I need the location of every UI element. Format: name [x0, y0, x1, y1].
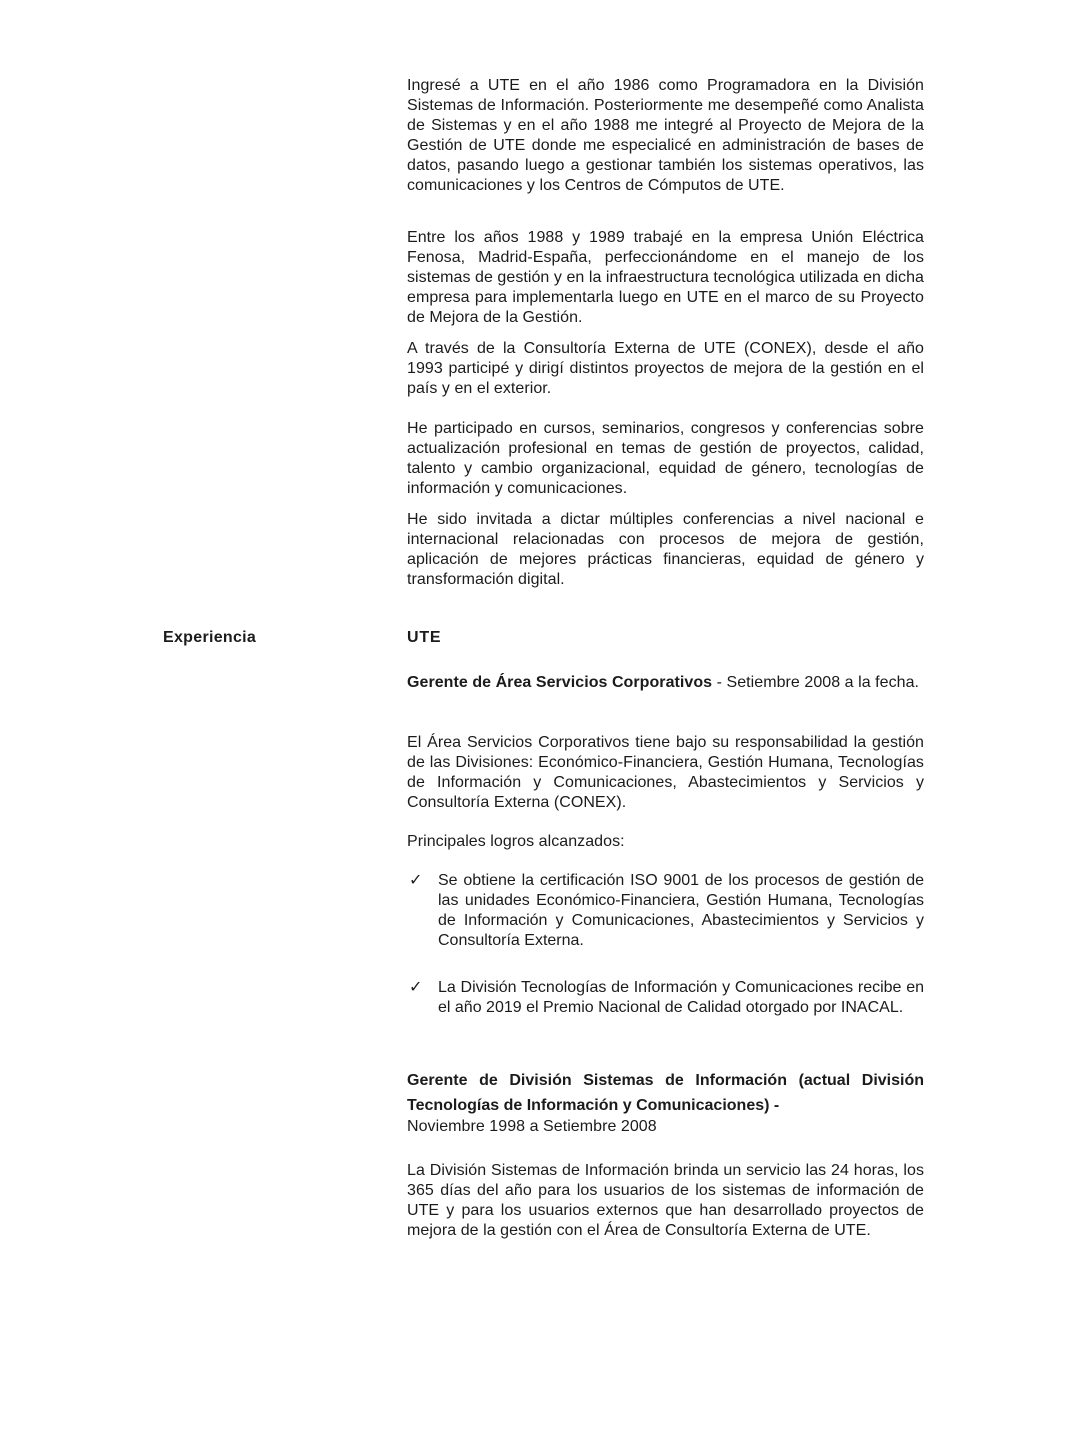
intro-paragraph-4: He participado en cursos, seminarios, congresos y conferencias sobre actualización profesional en temas de gestión de proyectos, calidad, talento y cambio organizacional, equidad de género, tecnologías de información y comunicaciones.: [407, 420, 924, 497]
check-icon: ✓: [409, 872, 423, 889]
job2-period: Noviembre 1998 a Setiembre 2008: [407, 1118, 657, 1135]
achievement-text: Se obtiene la certificación ISO 9001 de los procesos de gestión de las unidades Económico-Financiera, Gestión Humana, Tecnologías de Información y Comunicaciones, Abastecimientos y Servicios y Consultoría Externa.: [438, 872, 924, 949]
intro-paragraph-5: He sido invitada a dictar múltiples conferencias a nivel nacional e internacional relacionadas con procesos de mejora de gestión, aplicación de mejores prácticas financieras, equidad de género y transformación digital.: [407, 511, 924, 588]
intro-paragraph-3: A través de la Consultoría Externa de UTE (CONEX), desde el año 1993 participé y dirigí distintos proyectos de mejora de la gestión en el país y en el exterior.: [407, 340, 924, 397]
check-icon: ✓: [409, 979, 423, 996]
company-name: UTE: [407, 629, 442, 646]
job1-title: Gerente de Área Servicios Corporativos: [407, 674, 713, 691]
job2-description: La División Sistemas de Información brinda un servicio las 24 horas, los 365 días del año para los usuarios de los sistemas de información de UTE y para los usuarios externos que han desarrollado proyectos de mejora de la gestión con el Área de Consultoría Externa de UTE.: [407, 1162, 924, 1239]
job1-heading: [407, 673, 924, 693]
job1-period: - Setiembre 2008 a la fecha.: [712, 674, 920, 691]
achievement-text: La División Tecnologías de Información y Comunicaciones recibe en el año 2019 el Premio Nacional de Calidad otorgado por INACAL.: [438, 979, 924, 1016]
job1-description: El Área Servicios Corporativos tiene bajo su responsabilidad la gestión de las Divisiones: Económico-Financiera, Gestión Humana, Tecnologías de Información y Comunicaciones, Abastecimientos y Servicios y Consultoría Externa (CONEX).: [407, 734, 924, 811]
job1-achievements-label: Principales logros alcanzados:: [407, 833, 625, 850]
job2-title: Gerente de División Sistemas de Información (actual División Tecnologías de Información y Comunicaciones) -: [407, 1072, 924, 1114]
intro-paragraph-2: Entre los años 1988 y 1989 trabajé en la empresa Unión Eléctrica Fenosa, Madrid-España, perfeccionándome en el manejo de los sistemas de gestión y en la infraestructura tecnológica utilizada en dicha empresa para implementarla luego en UTE en el marco de su Proyecto de Mejora de la Gestión.: [407, 229, 924, 326]
intro-paragraph-1: Ingresé a UTE en el año 1986 como Programadora en la División Sistemas de Información. Posteriormente me desempeñé como Analista de Sistemas y en el año 1988 me integré al Proyecto de Mejora de la Gestión de UTE donde me especialicé en administración de bases de datos, pasando luego a gestionar también los sistemas operativos, las comunicaciones y los Centros de Cómputos de UTE.: [407, 77, 924, 194]
experience-section-label: Experiencia: [163, 629, 257, 646]
